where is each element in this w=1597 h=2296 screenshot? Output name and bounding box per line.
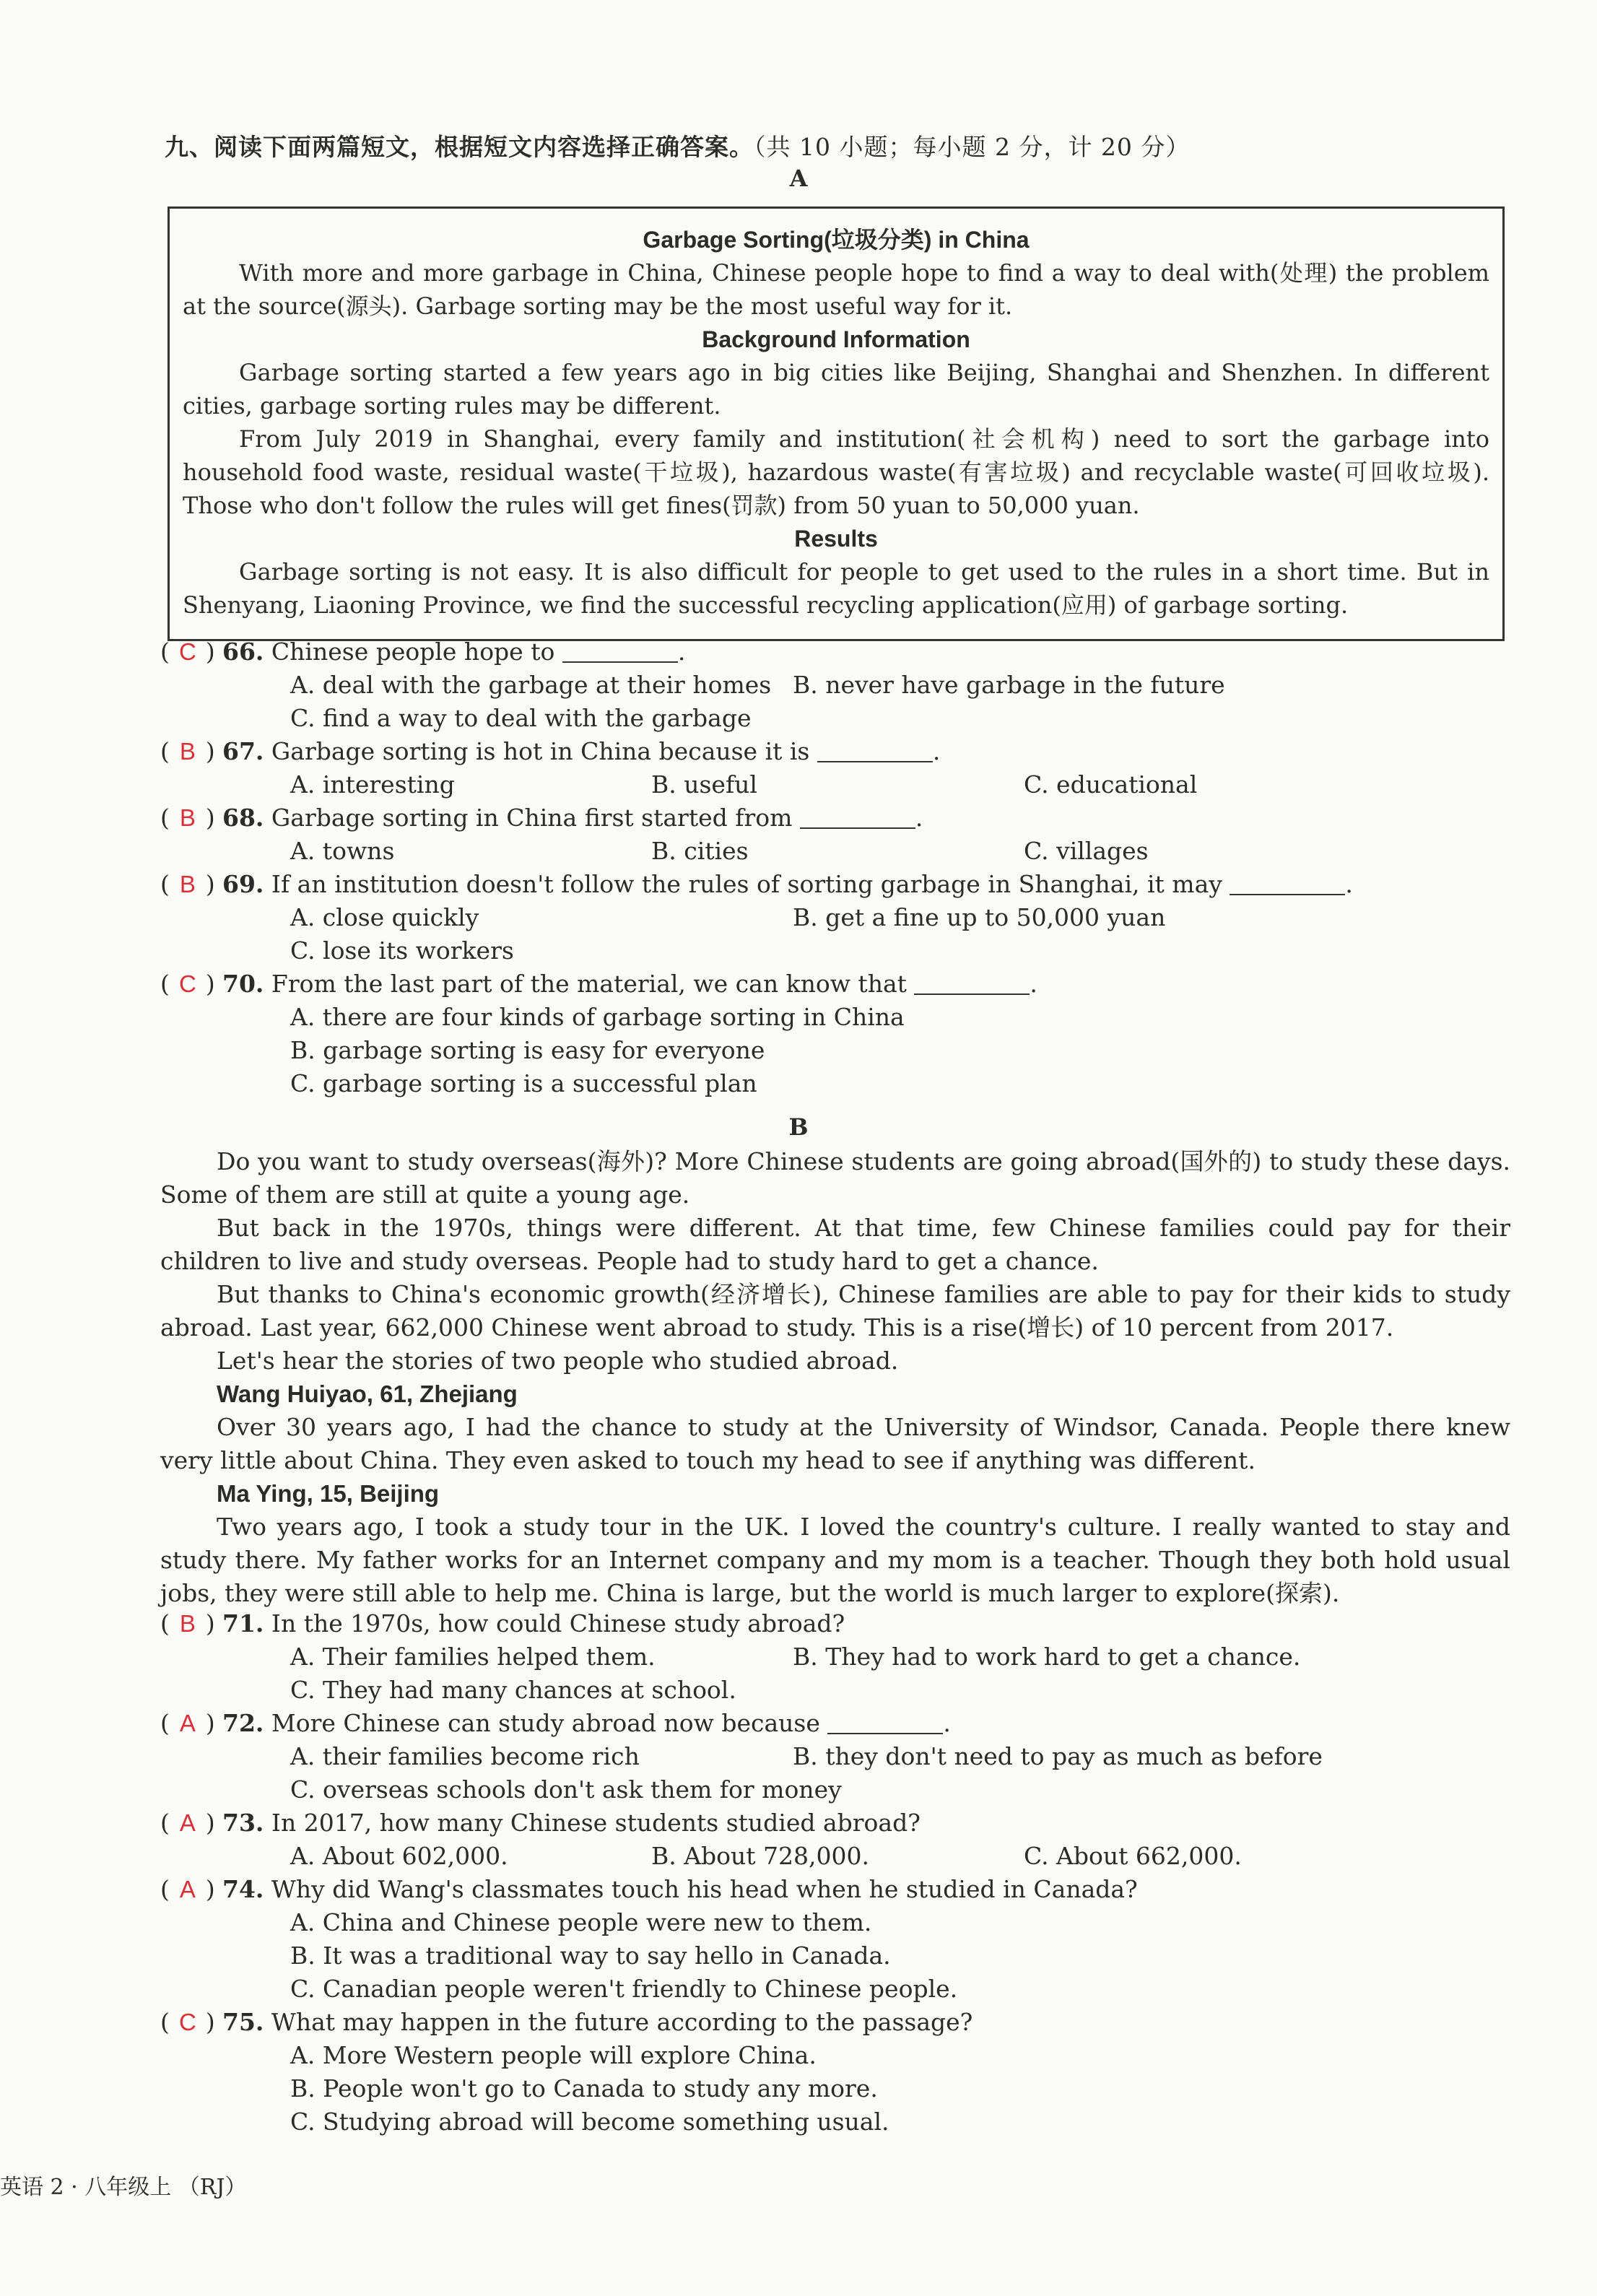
person-heading-2: Ma Ying, 15, Beijing xyxy=(217,1480,440,1507)
question-72: ( A ) 72. More Chinese can study abroad now because . A. their families become rich B. they don't need to pay as much as before C. overseas schools don't ask them for money xyxy=(160,1707,1510,1806)
answer-mark[interactable]: C xyxy=(178,638,196,665)
background-paragraph-2: From July 2019 in Shanghai, every family and institution(社会机构) need to sort the garbage into household food waste, residual waste(干垃圾), hazardous waste(有害垃圾) and recyclable waste(可回收垃圾). Those who don't follow the rules will get fines(罚款) from 50 yuan to 50,000 yuan. xyxy=(183,425,1489,519)
passage-b-label: B xyxy=(788,1113,809,1141)
option-b[interactable]: B. They had to work hard to get a chance. xyxy=(793,1643,1301,1671)
results-heading: Results xyxy=(794,526,878,552)
question-70: ( C ) 70. From the last part of the material, we can know that . A. there are four kinds of garbage sorting in China B. garbage sorting is easy for everyone C. garbage sorting is a successful plan xyxy=(160,967,1510,1100)
section-title: 九、阅读下面两篇短文，根据短文内容选择正确答案。 xyxy=(165,133,754,161)
answer-mark[interactable]: A xyxy=(179,1809,196,1836)
questions-a xyxy=(160,635,1510,1100)
option-a[interactable]: A. deal with the garbage at their homes xyxy=(290,671,772,699)
section-heading xyxy=(165,129,1536,162)
passage-b xyxy=(160,1145,1510,1610)
answer-mark[interactable]: B xyxy=(179,871,196,897)
person-heading-1: Wang Huiyao, 61, Zhejiang xyxy=(217,1380,518,1407)
question-67: ( B ) 67. Garbage sorting is hot in China because it is . A. interesting B. useful C. educational xyxy=(160,735,1510,801)
option-a[interactable]: A. More Western people will explore China. xyxy=(290,2041,817,2069)
answer-blank xyxy=(914,969,1030,995)
answer-blank xyxy=(827,1708,943,1734)
passage-b-paragraph-3: But thanks to China's economic growth(经济增长), Chinese families are able to pay for their kids to study abroad. Last year, 662,000 Chinese went abroad to study. This is a rise(增长) of 10 percent from 2017. xyxy=(160,1280,1510,1341)
answer-blank xyxy=(817,736,933,762)
option-c[interactable]: C. Studying abroad will become something usual. xyxy=(290,2108,889,2136)
background-paragraph-1: Garbage sorting started a few years ago in big cities like Beijing, Shanghai and Shenzhen. In different cities, garbage sorting rules may be different. xyxy=(183,359,1489,419)
option-c[interactable]: C. garbage sorting is a successful plan xyxy=(290,1069,757,1097)
option-a[interactable]: A. interesting xyxy=(290,770,455,799)
option-b[interactable]: B. People won't go to Canada to study any more. xyxy=(290,2074,878,2103)
option-b[interactable]: B. cities xyxy=(651,837,749,865)
option-c[interactable]: C. educational xyxy=(1024,770,1198,799)
passage-b-paragraph-2: But back in the 1970s, things were different. At that time, few Chinese families could pay for their children to live and study overseas. People had to study hard to get a chance. xyxy=(160,1214,1510,1275)
option-b[interactable]: B. never have garbage in the future xyxy=(793,671,1225,699)
questions-b xyxy=(160,1607,1510,2139)
page-footer: 英语 2 · 八年级上 （RJ） xyxy=(0,2175,247,2200)
question-71: ( B ) 71. In the 1970s, how could Chinese study abroad? A. Their families helped them. B. They had to work hard to get a chance. C. They had many chances at school. xyxy=(160,1607,1510,1707)
option-a[interactable]: A. there are four kinds of garbage sorting in China xyxy=(290,1003,905,1031)
option-a[interactable]: A. towns xyxy=(290,837,395,865)
answer-blank xyxy=(562,637,678,663)
passage-b-paragraph-6: Two years ago, I took a study tour in the UK. I loved the country's culture. I really wanted to stay and study there. My father works for an Internet company and my mom is a teacher. Though they both hold usual jobs, they were still able to help me. China is large, but the world is much larger to explore(探索). xyxy=(160,1513,1510,1607)
option-b[interactable]: B. they don't need to pay as much as before xyxy=(793,1742,1323,1770)
option-a[interactable]: A. China and Chinese people were new to them. xyxy=(290,1908,872,1936)
results-paragraph: Garbage sorting is not easy. It is also difficult for people to get used to the rules in a short time. But in Shenyang, Liaoning Province, we find the successful recycling application(应用) of garbage sorting. xyxy=(183,558,1489,619)
option-c[interactable]: C. villages xyxy=(1024,837,1149,865)
passage-a-intro: With more and more garbage in China, Chinese people hope to find a way to deal with(处理) the problem at the source(源头). Garbage sorting may be the most useful way for it. xyxy=(183,259,1489,320)
answer-mark[interactable]: B xyxy=(179,1610,196,1637)
question-69: ( B ) 69. If an institution doesn't follow the rules of sorting garbage in Shanghai, it may . A. close quickly B. get a fine up to 50,000 yuan C. lose its workers xyxy=(160,868,1510,967)
option-c[interactable]: C. Canadian people weren't friendly to Chinese people. xyxy=(290,1975,958,2003)
option-a[interactable]: A. About 602,000. xyxy=(290,1842,508,1870)
answer-mark[interactable]: C xyxy=(178,2009,196,2035)
question-75: ( C ) 75. What may happen in the future according to the passage? A. More Western people will explore China. B. People won't go to Canada to study any more. C. Studying abroad will become something usual. xyxy=(160,2006,1510,2139)
passage-b-paragraph-1: Do you want to study overseas(海外)? More Chinese students are going abroad(国外的) to study these days. Some of them are still at quite a young age. xyxy=(160,1147,1510,1209)
option-b[interactable]: B. garbage sorting is easy for everyone xyxy=(290,1036,765,1064)
option-a[interactable]: A. Their families helped them. xyxy=(290,1643,656,1671)
option-c[interactable]: C. About 662,000. xyxy=(1024,1842,1242,1870)
option-a[interactable]: A. their families become rich xyxy=(290,1742,640,1770)
passage-a-title: Garbage Sorting(垃圾分类) in China xyxy=(643,227,1030,253)
passage-b-paragraph-5: Over 30 years ago, I had the chance to study at the University of Windsor, Canada. People there knew very little about China. They even asked to touch my head to see if anything was different. xyxy=(160,1413,1510,1474)
option-a[interactable]: A. close quickly xyxy=(290,903,479,931)
question-66: ( C ) 66. Chinese people hope to . A. deal with the garbage at their homes B. never have garbage in the future C. find a way to deal with the garbage xyxy=(160,635,1510,735)
passage-a-box xyxy=(167,206,1505,641)
passage-b-paragraph-4: Let's hear the stories of two people who studied abroad. xyxy=(217,1347,899,1375)
option-c[interactable]: C. They had many chances at school. xyxy=(290,1676,736,1704)
answer-mark[interactable]: B xyxy=(179,804,196,831)
option-b[interactable]: B. get a fine up to 50,000 yuan xyxy=(793,903,1166,931)
question-73: ( A ) 73. In 2017, how many Chinese students studied abroad? A. About 602,000. B. About 728,000. C. About 662,000. xyxy=(160,1806,1510,1873)
answer-mark[interactable]: C xyxy=(178,970,196,997)
answer-blank xyxy=(800,803,915,829)
question-68: ( B ) 68. Garbage sorting in China first started from . A. towns B. cities C. villages xyxy=(160,801,1510,868)
question-74: ( A ) 74. Why did Wang's classmates touch his head when he studied in Canada? A. China and Chinese people were new to them. B. It was a traditional way to say hello in Canada. C. Canadian people weren't friendly to Chinese people. xyxy=(160,1873,1510,2006)
option-b[interactable]: B. About 728,000. xyxy=(651,1842,870,1870)
option-b[interactable]: B. It was a traditional way to say hello in Canada. xyxy=(290,1941,891,1970)
background-heading: Background Information xyxy=(702,326,970,352)
passage-a-label: A xyxy=(789,165,808,192)
answer-blank xyxy=(1230,869,1345,895)
option-b[interactable]: B. useful xyxy=(651,770,757,799)
answer-mark[interactable]: A xyxy=(179,1710,196,1736)
section-note: （共 10 小题；每小题 2 分，计 20 分） xyxy=(754,133,1191,161)
answer-mark[interactable]: A xyxy=(179,1876,196,1903)
option-c[interactable]: C. lose its workers xyxy=(290,936,514,965)
answer-mark[interactable]: B xyxy=(179,738,196,765)
option-c[interactable]: C. overseas schools don't ask them for money xyxy=(290,1775,842,1804)
option-c[interactable]: C. find a way to deal with the garbage xyxy=(290,704,752,732)
